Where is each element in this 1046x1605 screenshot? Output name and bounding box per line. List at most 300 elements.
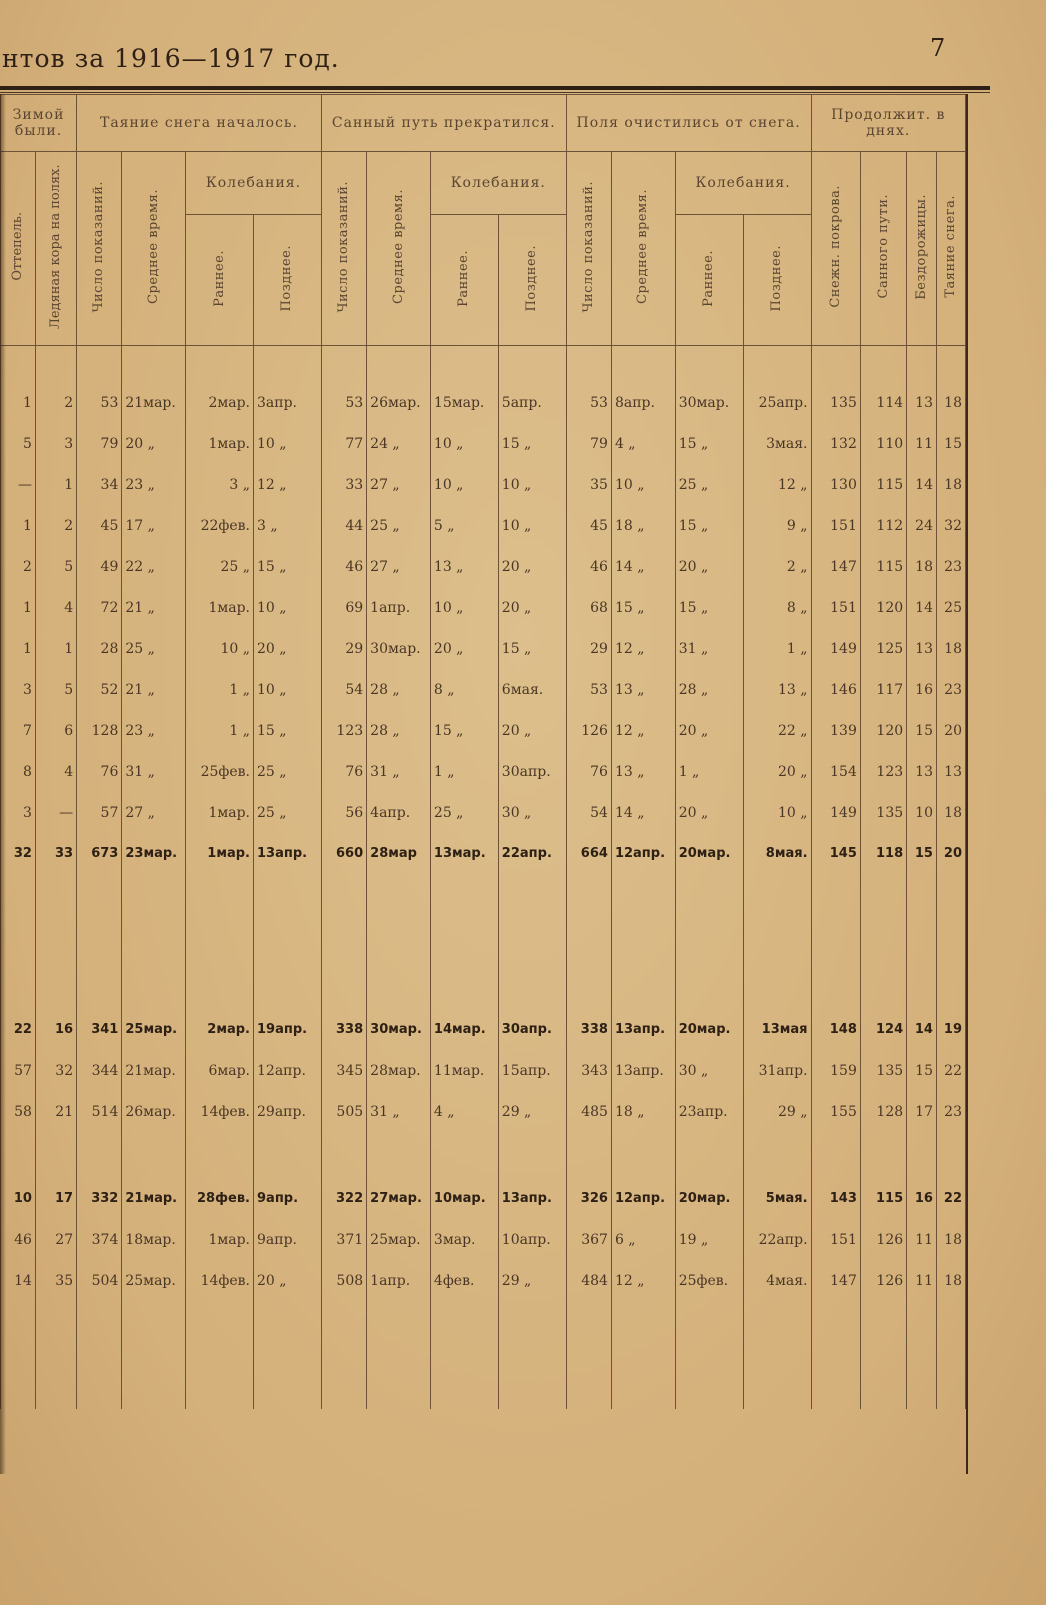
- empty-cell: [254, 346, 322, 383]
- table-cell: 26мар.: [367, 382, 431, 423]
- table-cell: 76: [321, 751, 366, 792]
- table-cell: 4: [35, 751, 76, 792]
- col-header-sledpath: Санного пути.: [860, 152, 906, 346]
- table-cell: 25апр.: [743, 382, 811, 423]
- table-cell: 25 „: [254, 751, 322, 792]
- table-cell: 27: [35, 1219, 76, 1260]
- table-cell: 15апр.: [498, 1050, 566, 1091]
- table-cell: 72: [77, 587, 122, 628]
- col-header-sled-count: Число показаний.: [321, 152, 366, 346]
- table-cell: 28фев.: [186, 1178, 254, 1219]
- table-cell: 505: [321, 1091, 366, 1132]
- empty-cell: [321, 874, 366, 1009]
- table-cell: 31апр.: [743, 1050, 811, 1091]
- table-cell: 115: [860, 546, 906, 587]
- table-cell: 24: [907, 505, 937, 546]
- empty-cell: [430, 346, 498, 383]
- table-cell: 19апр.: [254, 1009, 322, 1050]
- empty-cell: [566, 1301, 611, 1409]
- table-cell: 1: [1, 505, 36, 546]
- table-cell: 25 „: [254, 792, 322, 833]
- empty-cell: [122, 1301, 186, 1409]
- table-cell: 21 „: [122, 587, 186, 628]
- empty-cell: [907, 874, 937, 1009]
- table-cell: 14 „: [611, 546, 675, 587]
- table-cell: 35: [566, 464, 611, 505]
- table-cell: 139: [811, 710, 860, 751]
- empty-cell: [811, 1132, 860, 1178]
- table-cell: 154: [811, 751, 860, 792]
- table-cell: 118: [860, 833, 906, 874]
- table-cell: 143: [811, 1178, 860, 1219]
- table-cell: 20: [936, 833, 965, 874]
- table-cell: 15: [936, 423, 965, 464]
- table-cell: 17: [907, 1091, 937, 1132]
- table-cell: 8 „: [430, 669, 498, 710]
- table-cell: 3 „: [186, 464, 254, 505]
- table-cell: 28мар.: [367, 1050, 431, 1091]
- table-cell: 12апр.: [254, 1050, 322, 1091]
- table-cell: 2: [35, 505, 76, 546]
- table-cell: 3апр.: [254, 382, 322, 423]
- spacer-row: [1, 874, 966, 1009]
- table-cell: 30 „: [498, 792, 566, 833]
- table-cell: 34: [77, 464, 122, 505]
- empty-cell: [367, 1132, 431, 1178]
- col-header-fields-avg: Среднее время.: [611, 152, 675, 346]
- table-cell: 16: [907, 669, 937, 710]
- table-cell: 10 „: [498, 464, 566, 505]
- table-cell: 11: [907, 1219, 937, 1260]
- table-cell: 5апр.: [498, 382, 566, 423]
- table-cell: 8апр.: [611, 382, 675, 423]
- header-rule-thin: [0, 92, 990, 93]
- col-header-fields-count: Число показаний.: [566, 152, 611, 346]
- table-cell: 13: [907, 628, 937, 669]
- table-cell: 24 „: [367, 423, 431, 464]
- table-cell: 20 „: [743, 751, 811, 792]
- table-cell: 10 „: [254, 423, 322, 464]
- empty-cell: [611, 1301, 675, 1409]
- table-cell: 3 „: [254, 505, 322, 546]
- table-cell: 20мар.: [675, 1009, 743, 1050]
- table-row: [1, 792, 966, 833]
- table-cell: 123: [321, 710, 366, 751]
- table-cell: 15: [907, 833, 937, 874]
- table-cell: 27 „: [367, 464, 431, 505]
- table-cell: 3: [1, 669, 36, 710]
- empty-cell: [566, 1132, 611, 1178]
- table-cell: 14: [907, 587, 937, 628]
- table-row: [1, 669, 966, 710]
- table-cell: 1: [1, 382, 36, 423]
- table-row: [1, 628, 966, 669]
- empty-cell: [743, 1301, 811, 1409]
- table-cell: 13 „: [430, 546, 498, 587]
- empty-cell: [811, 874, 860, 1009]
- table-cell: 25 „: [186, 546, 254, 587]
- table-cell: 21 „: [122, 669, 186, 710]
- empty-cell: [186, 1132, 254, 1178]
- table-cell: 1мар.: [186, 833, 254, 874]
- table-cell: 374: [77, 1219, 122, 1260]
- table-row: [1, 1219, 966, 1260]
- table-cell: 18: [936, 464, 965, 505]
- table-cell: 322: [321, 1178, 366, 1219]
- col-header-sled-avg: Среднее время.: [367, 152, 431, 346]
- table-cell: 13мая: [743, 1009, 811, 1050]
- table-cell: 76: [566, 751, 611, 792]
- table-cell: 20 „: [498, 546, 566, 587]
- table-cell: 33: [321, 464, 366, 505]
- table-cell: 56: [321, 792, 366, 833]
- table-cell: 18 „: [611, 1091, 675, 1132]
- table-cell: 120: [860, 710, 906, 751]
- table-cell: 338: [321, 1009, 366, 1050]
- table-cell: 10 „: [430, 464, 498, 505]
- table-cell: 22 „: [743, 710, 811, 751]
- table-cell: 1 „: [186, 710, 254, 751]
- table-cell: 13апр.: [611, 1050, 675, 1091]
- table-row: [1, 1260, 966, 1301]
- empty-cell: [430, 1132, 498, 1178]
- table-cell: 28 „: [675, 669, 743, 710]
- table-cell: 1 „: [186, 669, 254, 710]
- table-cell: 3: [35, 423, 76, 464]
- binding-shadow: [0, 94, 6, 1474]
- table-cell: 23: [936, 1091, 965, 1132]
- statistics-table: [0, 94, 966, 1409]
- table-cell: 15 „: [254, 546, 322, 587]
- table-cell: 13 „: [611, 669, 675, 710]
- table-cell: 343: [566, 1050, 611, 1091]
- col-header-bezdor: Бездорожицы.: [907, 152, 937, 346]
- group-header-duration: Продолжит. в днях.: [811, 95, 965, 152]
- table-cell: 79: [566, 423, 611, 464]
- table-cell: 53: [77, 382, 122, 423]
- table-cell: 20 „: [430, 628, 498, 669]
- table-cell: 664: [566, 833, 611, 874]
- table-row: [1, 1050, 966, 1091]
- col-header-fields-early: Раннее.: [675, 215, 743, 346]
- table-cell: 23: [936, 546, 965, 587]
- col-header-thaw-avg: Среднее время.: [122, 152, 186, 346]
- table-cell: 10 „: [254, 587, 322, 628]
- table-row: [1, 1009, 966, 1050]
- table-cell: —: [35, 792, 76, 833]
- empty-cell: [186, 874, 254, 1009]
- col-header-thaw-early: Раннее.: [186, 215, 254, 346]
- empty-cell: [743, 874, 811, 1009]
- table-cell: 14фев.: [186, 1260, 254, 1301]
- empty-cell: [35, 1301, 76, 1409]
- table-cell: 10 „: [611, 464, 675, 505]
- table-cell: 18: [936, 792, 965, 833]
- col-header-sled-early: Раннее.: [430, 215, 498, 346]
- table-cell: 13апр.: [498, 1178, 566, 1219]
- table-body: [1, 346, 966, 1410]
- right-rule: [966, 94, 968, 1474]
- table-cell: 159: [811, 1050, 860, 1091]
- table-row: [1, 710, 966, 751]
- table-cell: 371: [321, 1219, 366, 1260]
- table-cell: 10 „: [498, 505, 566, 546]
- table-cell: 18: [936, 1260, 965, 1301]
- empty-cell: [367, 1301, 431, 1409]
- table-cell: 22: [936, 1178, 965, 1219]
- table-cell: 54: [566, 792, 611, 833]
- empty-cell: [321, 1301, 366, 1409]
- sub-header-sled-range: Колебания.: [430, 152, 566, 215]
- table-cell: 22апр.: [498, 833, 566, 874]
- table-cell: 10 „: [430, 423, 498, 464]
- table-cell: 28 „: [367, 669, 431, 710]
- table-cell: 26мар.: [122, 1091, 186, 1132]
- table-cell: 13апр.: [611, 1009, 675, 1050]
- col-header-snowcover: Снежн. покрова.: [811, 152, 860, 346]
- table-cell: 18мар.: [122, 1219, 186, 1260]
- table-cell: 27мар.: [367, 1178, 431, 1219]
- table-cell: 18: [936, 1219, 965, 1260]
- table-cell: 10мар.: [430, 1178, 498, 1219]
- table-cell: 18: [936, 382, 965, 423]
- table-cell: 1: [1, 587, 36, 628]
- table-cell: 1мар.: [186, 423, 254, 464]
- sub-header-fields-range: Колебания.: [675, 152, 811, 215]
- table-cell: 1: [1, 628, 36, 669]
- empty-cell: [186, 1301, 254, 1409]
- empty-cell: [811, 346, 860, 383]
- table-cell: 1мар.: [186, 1219, 254, 1260]
- table-cell: 14 „: [611, 792, 675, 833]
- empty-cell: [498, 346, 566, 383]
- table-cell: 20 „: [675, 710, 743, 751]
- table-cell: 149: [811, 792, 860, 833]
- table-cell: 9 „: [743, 505, 811, 546]
- table-cell: 4: [35, 587, 76, 628]
- table-cell: 508: [321, 1260, 366, 1301]
- table-cell: 8 „: [743, 587, 811, 628]
- table-cell: 148: [811, 1009, 860, 1050]
- table-cell: 126: [566, 710, 611, 751]
- table-cell: 4апр.: [367, 792, 431, 833]
- table-cell: 69: [321, 587, 366, 628]
- table-cell: 110: [860, 423, 906, 464]
- table-cell: 53: [321, 382, 366, 423]
- table-cell: 115: [860, 1178, 906, 1219]
- table-cell: 13: [907, 751, 937, 792]
- empty-cell: [811, 1301, 860, 1409]
- table-cell: 1 „: [430, 751, 498, 792]
- empty-cell: [498, 1301, 566, 1409]
- table-cell: 5: [1, 423, 36, 464]
- table-cell: 132: [811, 423, 860, 464]
- group-header-sled: Санный путь прекратился.: [321, 95, 566, 152]
- table-cell: 27 „: [122, 792, 186, 833]
- table-cell: 17: [35, 1178, 76, 1219]
- header-rule: [0, 86, 990, 90]
- table-cell: 14: [907, 1009, 937, 1050]
- table-cell: 112: [860, 505, 906, 546]
- table-cell: 3: [1, 792, 36, 833]
- page-number: 7: [930, 34, 946, 62]
- table-cell: 20 „: [254, 628, 322, 669]
- table-cell: 21мар.: [122, 382, 186, 423]
- table-cell: 125: [860, 628, 906, 669]
- col-header-thaw-count: Число показаний.: [77, 152, 122, 346]
- empty-cell: [675, 346, 743, 383]
- table-cell: 5 „: [430, 505, 498, 546]
- table-cell: 4 „: [611, 423, 675, 464]
- table-cell: 12 „: [254, 464, 322, 505]
- table-cell: 20 „: [498, 587, 566, 628]
- table-cell: 53: [566, 669, 611, 710]
- empty-cell: [936, 346, 965, 383]
- table-cell: 25 „: [675, 464, 743, 505]
- table-cell: 3мая.: [743, 423, 811, 464]
- table-cell: 23мар.: [122, 833, 186, 874]
- table-row: [1, 423, 966, 464]
- table-cell: 10 „: [254, 669, 322, 710]
- empty-cell: [936, 874, 965, 1009]
- table-cell: 45: [566, 505, 611, 546]
- table-cell: 28: [77, 628, 122, 669]
- table-cell: 9апр.: [254, 1178, 322, 1219]
- table-cell: 1апр.: [367, 1260, 431, 1301]
- empty-cell: [77, 874, 122, 1009]
- table-cell: 151: [811, 505, 860, 546]
- table-row: [1, 1091, 966, 1132]
- empty-cell: [254, 874, 322, 1009]
- table-cell: 2: [1, 546, 36, 587]
- table-cell: 31 „: [122, 751, 186, 792]
- group-header-fields: Поля очистились от снега.: [566, 95, 811, 152]
- table-cell: 21: [35, 1091, 76, 1132]
- table-cell: 2мар.: [186, 382, 254, 423]
- table-cell: 1мар.: [186, 792, 254, 833]
- table-cell: 124: [860, 1009, 906, 1050]
- table-cell: 19: [936, 1009, 965, 1050]
- table-cell: 367: [566, 1219, 611, 1260]
- table-cell: 10: [1, 1178, 36, 1219]
- table-cell: 15: [907, 1050, 937, 1091]
- table-cell: 21мар.: [122, 1178, 186, 1219]
- table-cell: 22: [936, 1050, 965, 1091]
- table-cell: 32: [35, 1050, 76, 1091]
- table-cell: 76: [77, 751, 122, 792]
- table-cell: 7: [1, 710, 36, 751]
- table-cell: 30апр.: [498, 751, 566, 792]
- table-cell: 135: [860, 792, 906, 833]
- table-cell: 12 „: [611, 628, 675, 669]
- page-title: нтов за 1916—1917 год.: [2, 44, 340, 73]
- table-cell: 155: [811, 1091, 860, 1132]
- table-row: [1, 751, 966, 792]
- table-cell: 22 „: [122, 546, 186, 587]
- empty-cell: [743, 346, 811, 383]
- table-cell: 123: [860, 751, 906, 792]
- table-cell: 2: [35, 382, 76, 423]
- empty-cell: [675, 1132, 743, 1178]
- table-cell: 57: [77, 792, 122, 833]
- table-cell: 1 „: [743, 628, 811, 669]
- empty-cell: [498, 1132, 566, 1178]
- table-cell: 20 „: [254, 1260, 322, 1301]
- empty-cell: [430, 874, 498, 1009]
- table-cell: 20: [936, 710, 965, 751]
- table-cell: 30апр.: [498, 1009, 566, 1050]
- table-cell: 147: [811, 1260, 860, 1301]
- table-cell: 13: [907, 382, 937, 423]
- table-cell: —: [1, 464, 36, 505]
- table-cell: 27 „: [367, 546, 431, 587]
- table-cell: 25: [936, 587, 965, 628]
- table-cell: 20 „: [675, 792, 743, 833]
- table-cell: 8: [1, 751, 36, 792]
- table-cell: 151: [811, 587, 860, 628]
- table-cell: 20 „: [122, 423, 186, 464]
- table-cell: 25 „: [367, 505, 431, 546]
- spacer-row: [1, 346, 966, 383]
- table-cell: 46: [566, 546, 611, 587]
- col-header-fields-late: Позднее.: [743, 215, 811, 346]
- table-cell: 6 „: [611, 1219, 675, 1260]
- table-cell: 5: [35, 546, 76, 587]
- table-cell: 52: [77, 669, 122, 710]
- table-cell: 6мая.: [498, 669, 566, 710]
- table-row: [1, 382, 966, 423]
- table-cell: 128: [860, 1091, 906, 1132]
- empty-cell: [907, 1132, 937, 1178]
- table-cell: 29 „: [498, 1091, 566, 1132]
- table-cell: 115: [860, 464, 906, 505]
- empty-cell: [35, 1132, 76, 1178]
- table-cell: 12апр.: [611, 833, 675, 874]
- table-cell: 45: [77, 505, 122, 546]
- table-cell: 79: [77, 423, 122, 464]
- table-cell: 135: [811, 382, 860, 423]
- table-cell: 673: [77, 833, 122, 874]
- table-cell: 12 „: [743, 464, 811, 505]
- table-cell: 13: [936, 751, 965, 792]
- empty-cell: [611, 1132, 675, 1178]
- table-cell: 345: [321, 1050, 366, 1091]
- empty-cell: [367, 874, 431, 1009]
- table-cell: 11: [907, 1260, 937, 1301]
- table-cell: 1апр.: [367, 587, 431, 628]
- empty-cell: [907, 1301, 937, 1409]
- table-row: [1, 587, 966, 628]
- table-cell: 660: [321, 833, 366, 874]
- table-cell: 30мар.: [367, 628, 431, 669]
- table-cell: 46: [321, 546, 366, 587]
- empty-cell: [566, 874, 611, 1009]
- empty-cell: [430, 1301, 498, 1409]
- table-cell: 33: [35, 833, 76, 874]
- table-cell: 9апр.: [254, 1219, 322, 1260]
- empty-cell: [611, 874, 675, 1009]
- table-cell: 14фев.: [186, 1091, 254, 1132]
- table-cell: 16: [35, 1009, 76, 1050]
- table-cell: 28мар: [367, 833, 431, 874]
- table-cell: 149: [811, 628, 860, 669]
- table-cell: 29: [566, 628, 611, 669]
- sub-header-thaw-range: Колебания.: [186, 152, 322, 215]
- table-cell: 1: [35, 464, 76, 505]
- table-cell: 4 „: [430, 1091, 498, 1132]
- empty-cell: [321, 1132, 366, 1178]
- table-cell: 147: [811, 546, 860, 587]
